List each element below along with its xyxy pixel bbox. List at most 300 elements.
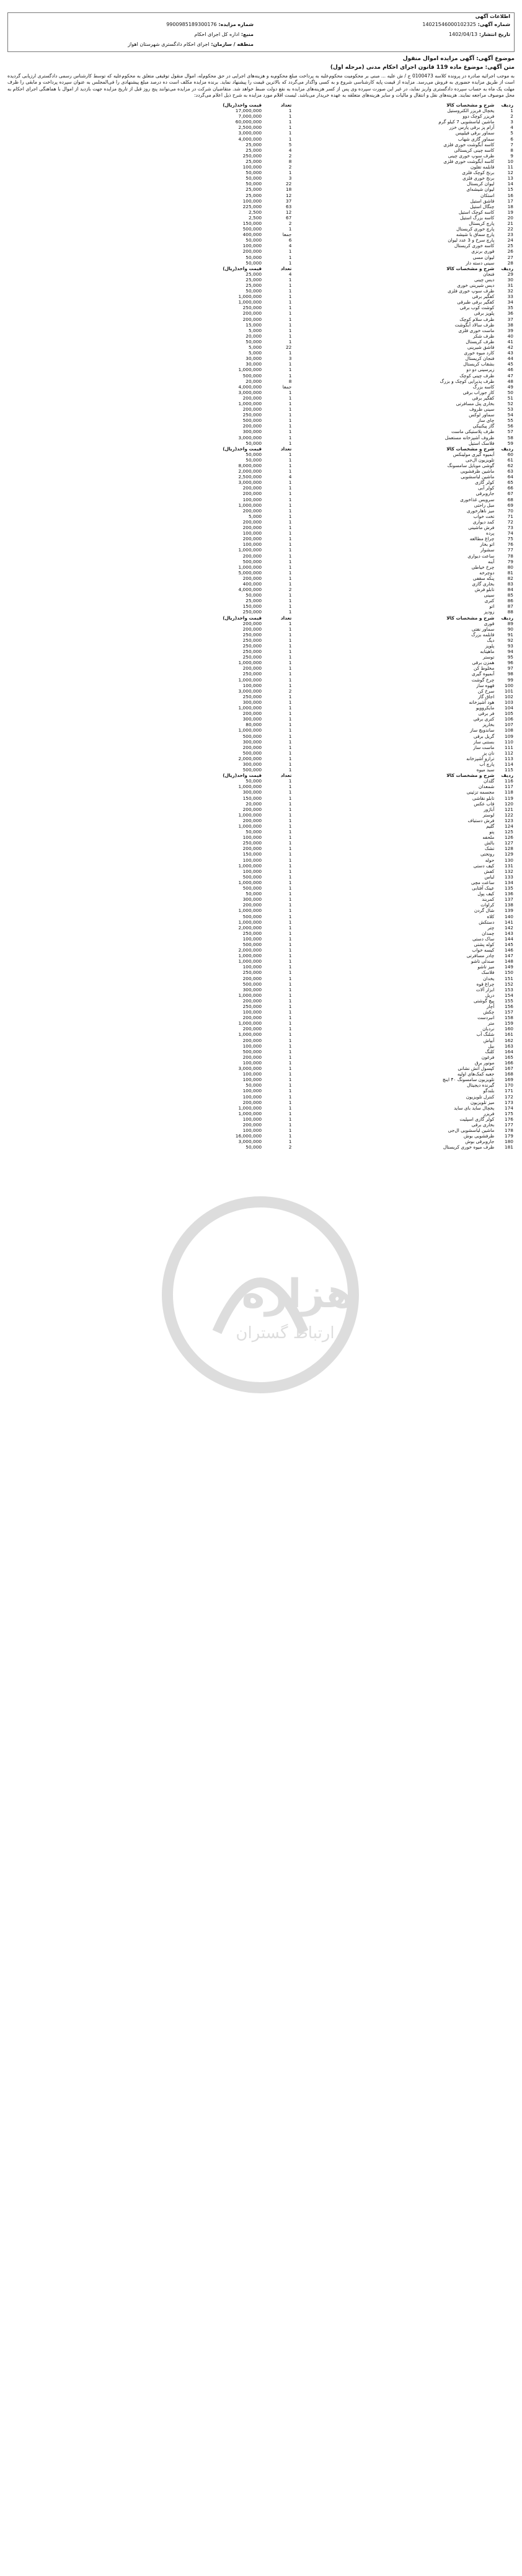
table-row (192, 508, 515, 514)
cell-price: 16,000,000 (235, 1133, 262, 1139)
cell-no: 87 (507, 603, 513, 610)
cell-desc: شمعدان (478, 784, 495, 790)
cell-desc: آباژور (484, 806, 495, 812)
cell-desc: ظرف میوه خوری کریستال (443, 1144, 495, 1150)
cell-desc: فرغون (481, 1054, 495, 1060)
cell-qty: 8 (288, 378, 292, 384)
cell-unit (293, 559, 322, 564)
cell-qty: 1 (288, 389, 292, 395)
cell-qty: 1 (288, 541, 292, 548)
items-sections (7, 102, 515, 1150)
table-row (192, 734, 515, 739)
cell-no: 11 (507, 164, 513, 170)
cell-unit (293, 277, 322, 283)
cell-desc: فریزر (483, 1110, 495, 1116)
table-row (192, 694, 515, 699)
table-row (192, 846, 515, 851)
cell-qty: 1 (288, 400, 292, 406)
cell-desc: چتر (487, 924, 495, 931)
cell-desc: ظرف سوپ خوری چینی (448, 152, 495, 159)
column-header-no: ردیف (501, 102, 513, 108)
cell-no: 43 (507, 350, 513, 356)
table-row (192, 581, 515, 587)
cell-price: 8,000,000 (238, 463, 262, 468)
cell-no: 63 (507, 468, 513, 475)
table-row (192, 514, 515, 519)
table-row (192, 491, 515, 496)
cell-qty: 1 (288, 682, 292, 688)
cell-no: 148 (504, 958, 513, 965)
cell-unit (293, 525, 322, 530)
table-row (192, 829, 515, 835)
cell-no: 13 (507, 175, 513, 182)
cell-price: 200,000 (242, 491, 262, 497)
cell-unit (293, 885, 322, 891)
cell-qty: 1 (288, 924, 292, 931)
cell-unit (293, 739, 322, 745)
cell-unit (293, 846, 322, 851)
cell-unit (293, 530, 322, 536)
cell-desc: برنج کوچک فلزی (462, 170, 495, 176)
cell-no: 31 (507, 283, 513, 288)
cell-price: 1,000,000 (238, 727, 262, 734)
cell-desc: چادر مسافرتی (466, 953, 495, 959)
cell-price: 500,000 (242, 941, 262, 947)
cell-price: 300,000 (242, 986, 262, 992)
cell-no: 141 (504, 919, 513, 925)
column-header-price: قیمت واحد(ریال) (223, 615, 262, 621)
cell-unit (293, 778, 322, 784)
cell-qty: 1 (288, 440, 292, 446)
cell-no: 121 (504, 806, 513, 812)
cell-unit (293, 761, 322, 767)
cell-desc: کتری (484, 598, 495, 604)
column-header-no: ردیف (501, 615, 513, 621)
cell-price: 500,000 (242, 885, 262, 892)
cell-price: 200,000 (242, 665, 262, 672)
cell-price: 25,000 (246, 147, 262, 153)
cell-desc: مبل راحتی (474, 502, 495, 508)
cell-desc: ماست ساز (473, 744, 495, 750)
cell-price: 1,000,000 (238, 660, 262, 666)
cell-price: 1,000,000 (238, 677, 262, 683)
table-row (192, 964, 515, 970)
cell-no: 64 (507, 474, 513, 480)
cell-desc: سینی (484, 592, 495, 598)
column-header-unit (293, 773, 322, 778)
table-row (192, 1004, 515, 1009)
cell-price: 500,000 (242, 558, 262, 564)
cell-no: 20 (507, 214, 513, 221)
cell-unit (293, 896, 322, 902)
cell-qty: 1 (288, 902, 292, 908)
cell-unit (293, 519, 322, 525)
cell-desc: قاب عکس (474, 800, 495, 807)
cell-price: 5,000 (248, 513, 262, 519)
table-row (192, 812, 515, 818)
table-row (192, 193, 515, 198)
cell-no: 76 (507, 541, 513, 548)
cell-no: 28 (507, 260, 513, 266)
table-row (192, 1144, 515, 1150)
cell-price: 250,000 (242, 305, 262, 311)
cell-desc: کاسه بزرگ استیل (460, 214, 495, 221)
cell-desc: چرخ گوشت (471, 677, 495, 683)
cell-price: 250,000 (242, 637, 262, 643)
cell-qty: 1 (288, 885, 292, 892)
table-row (192, 440, 515, 446)
items-table (192, 615, 515, 773)
cell-desc: بلندگو (483, 1088, 495, 1094)
cell-no: 66 (507, 485, 513, 491)
cell-unit (293, 925, 322, 931)
table-row (192, 1054, 515, 1060)
column-header-no: ردیف (501, 445, 513, 452)
cell-qty: 1 (288, 119, 292, 125)
cell-price: 200,000 (242, 248, 262, 255)
cell-no: 19 (507, 209, 513, 215)
cell-no: 60 (507, 451, 513, 457)
cell-price: 1,000,000 (238, 367, 262, 373)
cell-qty: 1 (288, 947, 292, 953)
table-row (192, 643, 515, 649)
cell-qty: 1 (288, 299, 292, 305)
cell-unit (293, 987, 322, 992)
cell-no: 165 (504, 1054, 513, 1060)
table-row (192, 942, 515, 947)
cell-price: 100,000 (242, 857, 262, 863)
cell-price: 300,000 (242, 789, 262, 795)
cell-qty: 1 (288, 580, 292, 587)
cell-qty: 1 (288, 981, 292, 987)
cell-qty: 12 (285, 192, 292, 198)
cell-no: 1 (510, 108, 513, 114)
table-row (192, 221, 515, 226)
cell-no: 21 (507, 220, 513, 226)
table-row (192, 626, 515, 632)
cell-no: 34 (507, 299, 513, 305)
table-row (192, 243, 515, 248)
items-table (192, 446, 515, 615)
cell-no: 105 (504, 711, 513, 717)
cell-qty: 2 (288, 220, 292, 226)
cell-no: 35 (507, 305, 513, 311)
table-header-row (192, 773, 515, 778)
table-row (192, 215, 515, 221)
table-row (192, 226, 515, 232)
cell-no: 73 (507, 525, 513, 531)
cell-no: 106 (504, 716, 513, 722)
cell-unit (293, 699, 322, 705)
table-row (192, 857, 515, 863)
cell-desc: پرده (485, 530, 495, 537)
notice-text-title (7, 64, 515, 71)
cell-unit (293, 147, 322, 153)
cell-unit (293, 880, 322, 885)
cell-no: 68 (507, 496, 513, 502)
table-row (192, 603, 515, 609)
table-header-row (192, 446, 515, 452)
cell-qty: 1 (288, 113, 292, 120)
table-row (192, 835, 515, 840)
cell-no: 164 (504, 1048, 513, 1054)
cell-unit (293, 468, 322, 474)
cell-desc: پارچ سماق با شیشه (456, 232, 495, 238)
cell-price: 100,000 (242, 1059, 262, 1066)
cell-unit (293, 1071, 322, 1077)
cell-price: 1,000,000 (238, 400, 262, 406)
cell-qty: 4 (288, 474, 292, 480)
cell-unit (293, 260, 322, 266)
cell-unit (293, 367, 322, 372)
cell-no: 45 (507, 361, 513, 367)
cell-unit (293, 1054, 322, 1060)
cell-price: 250,000 (242, 671, 262, 677)
cell-qty: 4 (288, 271, 292, 277)
cell-unit (293, 621, 322, 626)
cell-qty: 1 (288, 1048, 292, 1054)
cell-unit (293, 784, 322, 789)
table-row (192, 1020, 515, 1026)
cell-no: 144 (504, 935, 513, 942)
cell-unit (293, 401, 322, 406)
table-row (192, 761, 515, 767)
header-field-label: منطقه / سازمان: (209, 42, 254, 47)
cell-price: 1,000,000 (238, 908, 262, 914)
cell-desc: ترازو آشپزخانه (466, 755, 495, 761)
cell-price: 300,000 (242, 896, 262, 903)
cell-desc: پلوپز برقی (474, 310, 495, 317)
cell-unit (293, 322, 322, 328)
cell-qty: 1 (288, 1088, 292, 1094)
cell-price: 1,000,000 (238, 299, 262, 305)
cell-no: 24 (507, 237, 513, 243)
cell-qty: 1 (288, 778, 292, 784)
cell-no: 136 (504, 891, 513, 897)
cell-price: 25,000 (246, 186, 262, 193)
cell-price: 250,000 (242, 609, 262, 615)
cell-no: 51 (507, 395, 513, 401)
cell-desc: صندلی تاشو (471, 958, 495, 965)
table-row (192, 452, 515, 457)
cell-no: 157 (504, 1009, 513, 1015)
table-row (192, 649, 515, 654)
cell-desc: ماست خوری فلزی (458, 327, 495, 333)
cell-price: 50,000 (246, 175, 262, 182)
cell-qty: 1 (288, 750, 292, 756)
cell-price: 4,000,000 (238, 587, 262, 593)
cell-price: 50,000 (246, 1144, 262, 1150)
cell-desc: کاسه کوچک استیل (458, 209, 495, 215)
cell-desc: ظرف سلام کوچک (459, 316, 495, 322)
notice-document (7, 56, 515, 2571)
cell-desc: کراوات (480, 902, 495, 908)
cell-qty: 1 (288, 502, 292, 508)
cell-qty: 1 (288, 1054, 292, 1060)
cell-desc: کولر آبی (478, 485, 495, 491)
cell-unit (293, 113, 322, 119)
cell-price: 250,000 (242, 631, 262, 637)
cell-price: 150,000 (242, 220, 262, 226)
table-row (192, 367, 515, 372)
cell-no: 173 (504, 1099, 513, 1105)
cell-desc: تلویزیون سامسونگ ۴۰ اینچ (442, 1077, 495, 1083)
cell-price: 4,000,000 (238, 136, 262, 142)
table-row (192, 987, 515, 992)
cell-desc: پارچ کریستال (469, 220, 495, 226)
cell-no: 4 (510, 125, 513, 131)
table-row (192, 401, 515, 406)
cell-price: 200,000 (242, 485, 262, 491)
cell-unit (293, 992, 322, 998)
cell-price: 100,000 (242, 1071, 262, 1077)
cell-no: 15 (507, 186, 513, 193)
cell-no: 90 (507, 626, 513, 632)
cell-unit (293, 823, 322, 829)
cell-desc: فرش ماشینی (468, 525, 495, 531)
cell-unit (293, 1133, 322, 1139)
cell-desc: اجاق گاز (478, 693, 495, 699)
cell-price: 1,000,000 (238, 958, 262, 965)
cell-price: 50,000 (246, 451, 262, 457)
cell-no: 41 (507, 338, 513, 344)
table-row (192, 587, 515, 592)
cell-desc: نردبان (482, 1026, 495, 1032)
cell-no: 156 (504, 1004, 513, 1009)
cell-desc: کفگیر برقی (472, 294, 495, 300)
cell-desc: مجسمه تزئینی (466, 789, 495, 795)
cell-no: 159 (504, 1020, 513, 1027)
cell-unit (293, 299, 322, 305)
cell-desc: تشک (485, 846, 495, 852)
cell-qty: 1 (288, 1105, 292, 1111)
cell-no: 83 (507, 580, 513, 587)
cell-no: 96 (507, 660, 513, 666)
header-field-value: اجرای احکام دادگستری شهرستان اهواز (128, 42, 210, 47)
cell-desc: ظروف آشپزخانه مستعمل (445, 434, 495, 440)
cell-qty: 1 (288, 1110, 292, 1116)
cell-price: 200,000 (242, 1099, 262, 1105)
cell-no: 147 (504, 953, 513, 959)
cell-price: 200,000 (242, 423, 262, 429)
cell-unit (293, 136, 322, 142)
column-header-price: قیمت واحد(ریال) (223, 445, 262, 452)
subject2-label: متن آگهی: (485, 64, 515, 71)
cell-qty: 1 (288, 626, 292, 632)
table-row (192, 294, 515, 299)
cell-no: 153 (504, 986, 513, 992)
cell-price: 200,000 (242, 711, 262, 717)
cell-price: 100,000 (242, 164, 262, 170)
cell-desc: متر (488, 1020, 495, 1027)
cell-desc: یخچال ساید بای ساید (454, 1105, 495, 1111)
cell-price: 500,000 (242, 750, 262, 756)
cell-no: 155 (504, 997, 513, 1004)
cell-desc: کتری برقی (473, 716, 495, 722)
table-row (192, 1026, 515, 1032)
table-row (192, 1009, 515, 1015)
cell-price: 250,000 (242, 1004, 262, 1009)
cell-desc: دیگ (487, 637, 495, 643)
cell-qty: 1 (288, 553, 292, 559)
cell-desc: آچار (486, 1004, 495, 1009)
cell-price: 200,000 (242, 806, 262, 812)
cell-no: 57 (507, 429, 513, 435)
cell-price: 25,000 (246, 598, 262, 604)
cell-qty: 1 (288, 468, 292, 475)
table-row (192, 869, 515, 874)
cell-price: 100,000 (242, 530, 262, 537)
cell-desc: آبپاش (483, 1037, 495, 1043)
cell-no: 117 (504, 784, 513, 790)
cell-no: 80 (507, 564, 513, 570)
cell-no: 177 (504, 1121, 513, 1128)
cell-no: 151 (504, 975, 513, 981)
cell-qty: 1 (288, 367, 292, 373)
cell-desc: زودپز (484, 609, 495, 615)
cell-unit (293, 344, 322, 350)
cell-qty: 1 (288, 840, 292, 846)
cell-desc: آبمیوه گیری مولینکس (453, 451, 495, 457)
cell-price: 3,000,000 (238, 480, 262, 486)
cell-unit (293, 283, 322, 288)
cell-price: 200,000 (242, 620, 262, 626)
table-row (192, 891, 515, 896)
cell-price: 500,000 (242, 767, 262, 773)
cell-price: 1,000,000 (238, 784, 262, 790)
cell-qty: 1 (288, 935, 292, 942)
table-row (192, 947, 515, 953)
table-row (192, 170, 515, 175)
cell-unit (293, 423, 322, 429)
table-row (192, 395, 515, 401)
column-header-qty: تعداد (280, 265, 292, 271)
cell-desc: فلاسک استیل (468, 440, 495, 446)
cell-price: 150,000 (242, 795, 262, 801)
cell-no: 131 (504, 862, 513, 869)
table-row (192, 621, 515, 626)
cell-unit (293, 931, 322, 936)
cell-unit (293, 1038, 322, 1043)
cell-price: 50,000 (246, 440, 262, 446)
cell-desc: کوله پشتی (474, 941, 495, 947)
cell-desc: مخلوط کن (473, 665, 495, 672)
items-table (192, 102, 515, 266)
cell-price: 250,000 (242, 649, 262, 655)
cell-unit (293, 874, 322, 880)
cell-qty: 1 (288, 575, 292, 581)
cell-no: 161 (504, 1032, 513, 1038)
cell-qty: 1 (288, 727, 292, 734)
cell-unit (293, 491, 322, 496)
cell-qty: 1 (288, 412, 292, 418)
column-header-no: ردیف (501, 773, 513, 779)
cell-no: 27 (507, 254, 513, 260)
table-row (192, 159, 515, 164)
table-row (192, 564, 515, 570)
cell-no: 135 (504, 885, 513, 892)
cell-qty: 1 (288, 338, 292, 344)
cell-qty: 1 (288, 699, 292, 705)
table-row (192, 914, 515, 919)
cell-desc: اتو (489, 603, 495, 610)
cell-desc: ظرف پلاستیکی ماست (451, 429, 495, 435)
cell-qty: 67 (285, 214, 292, 221)
cell-unit (293, 722, 322, 727)
cell-desc: فلاسک (481, 970, 495, 976)
table-row (192, 333, 515, 339)
cell-desc: میز تاشو (477, 964, 495, 970)
